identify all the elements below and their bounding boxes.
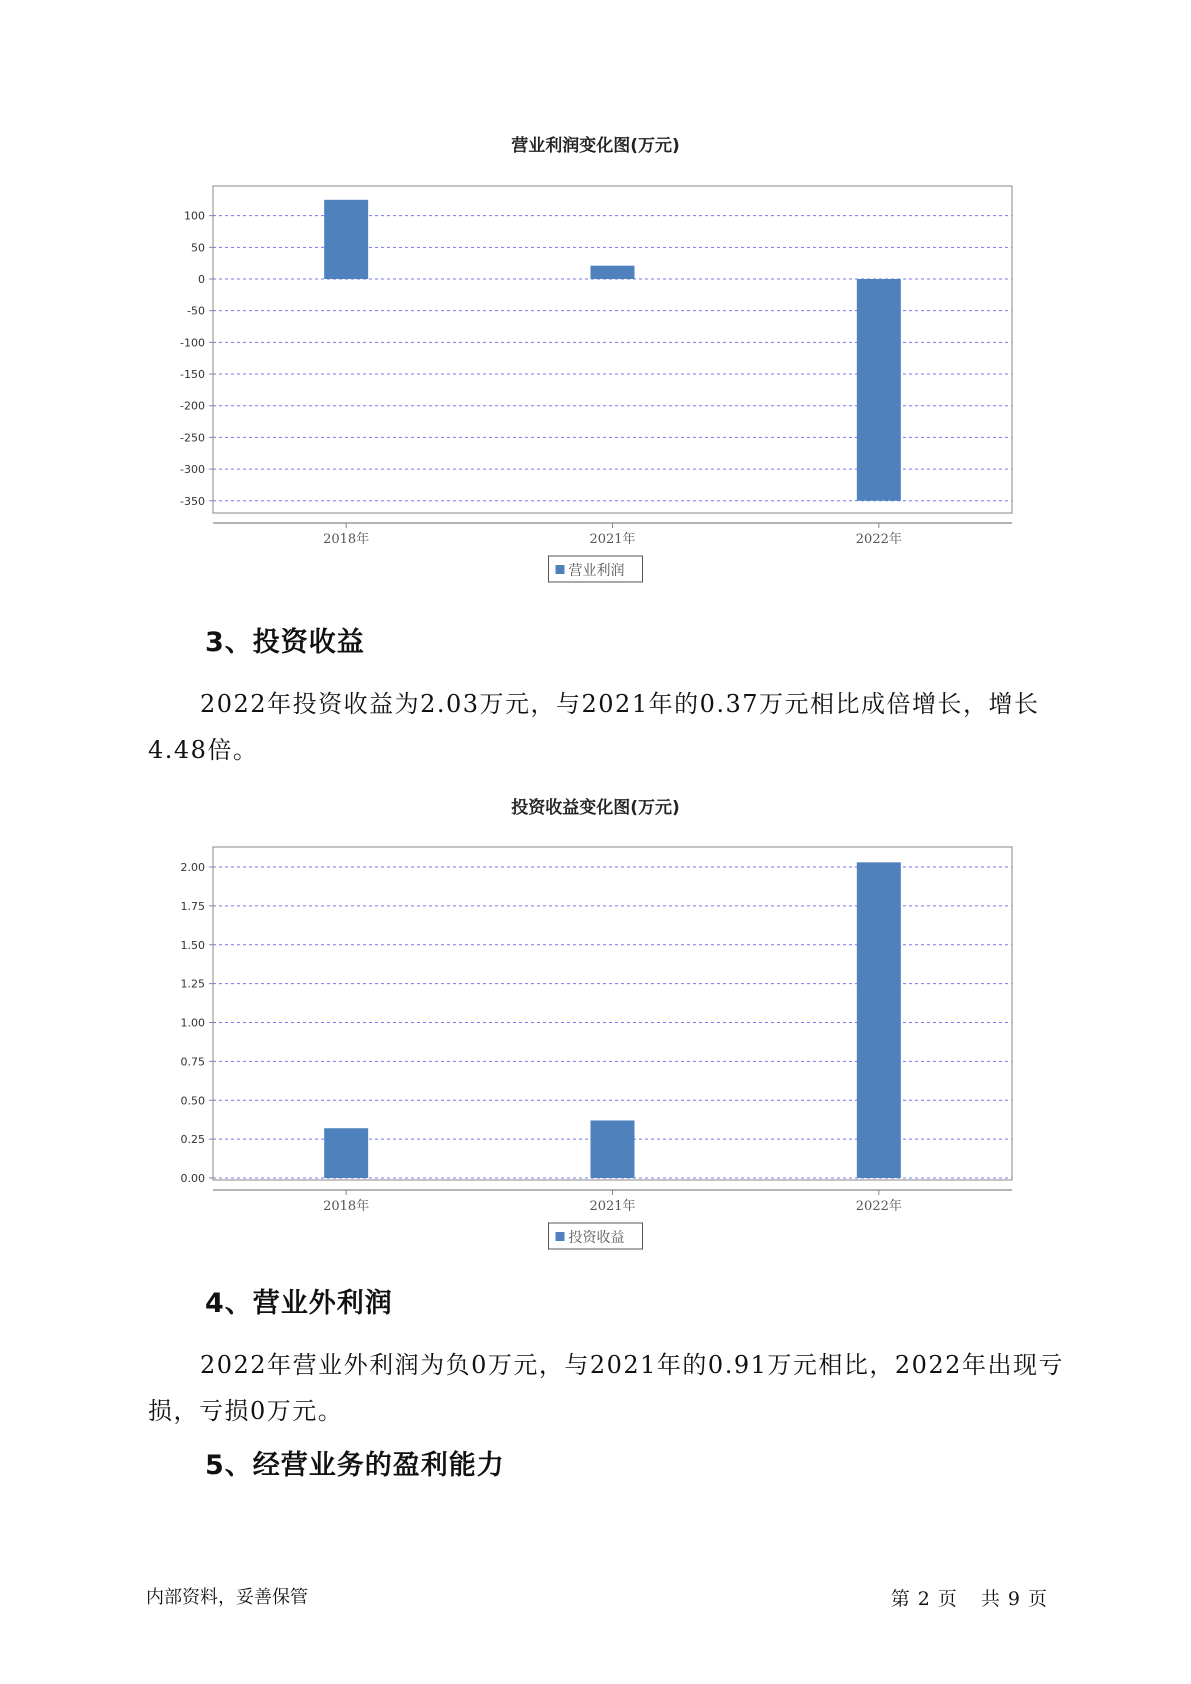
y-tick-label: 1.50 xyxy=(180,938,205,952)
y-tick-label: 0.25 xyxy=(180,1133,205,1147)
y-tick-label: -50 xyxy=(187,304,205,318)
total-prefix: 共 xyxy=(980,1588,1000,1610)
bar-2018年 xyxy=(324,1128,368,1178)
y-tick-label: 1.00 xyxy=(180,1016,205,1030)
y-tick-label: 1.75 xyxy=(180,899,205,913)
section-3-text: 2022年投资收益为2.03万元，与2021年的0.37万元相比成倍增长，增长4.48倍。 xyxy=(148,690,1040,764)
y-tick-label: -250 xyxy=(180,431,205,445)
y-tick-label: 0.50 xyxy=(180,1094,205,1108)
legend-swatch xyxy=(556,1232,565,1241)
y-tick-label: 0.00 xyxy=(180,1172,205,1185)
section-4-text: 2022年营业外利润为负0万元，与2021年的0.91万元相比，2022年出现亏损，亏损0万元。 xyxy=(148,1351,1064,1425)
page-num: 2 xyxy=(917,1588,930,1610)
x-tick-label: 2022年 xyxy=(855,1199,902,1214)
x-tick-label: 2021年 xyxy=(589,532,636,547)
section-3-heading: 3、投资收益 xyxy=(205,627,365,658)
x-tick-label: 2022年 xyxy=(855,532,902,547)
y-tick-label: 50 xyxy=(191,241,205,255)
footer-confidential-note: 内部资料，妥善保管 xyxy=(146,1587,308,1608)
y-tick-label: 0 xyxy=(198,273,205,286)
bar-2022年 xyxy=(857,862,901,1178)
y-tick-label: -300 xyxy=(180,463,205,477)
page-unit: 页 xyxy=(937,1588,957,1610)
page-prefix: 第 xyxy=(890,1588,910,1610)
total-num: 9 xyxy=(1007,1588,1020,1610)
x-tick-label: 2018年 xyxy=(323,532,370,547)
section-4-heading: 4、营业外利润 xyxy=(205,1288,393,1319)
footer-page-number xyxy=(887,1584,1051,1611)
y-tick-label: 2.00 xyxy=(180,861,205,874)
y-tick-label: -350 xyxy=(180,494,205,508)
y-tick-label: -200 xyxy=(180,399,205,413)
chart1-title: 营业利润变化图(万元) xyxy=(511,136,680,156)
x-tick-label: 2018年 xyxy=(323,1199,370,1214)
x-tick-label: 2021年 xyxy=(589,1199,636,1214)
legend-label: 投资收益 xyxy=(568,1230,625,1246)
y-tick-label: -150 xyxy=(180,368,205,382)
chart2-title: 投资收益变化图(万元) xyxy=(511,798,680,818)
legend-label: 营业利润 xyxy=(568,563,625,579)
bar-2021年 xyxy=(591,1120,635,1178)
y-tick-label: 100 xyxy=(184,209,205,223)
y-tick-label: 0.75 xyxy=(180,1055,205,1069)
section-5-heading: 5、经营业务的盈利能力 xyxy=(205,1450,505,1481)
y-tick-label: 1.25 xyxy=(180,977,205,991)
total-unit: 页 xyxy=(1027,1588,1047,1610)
y-tick-label: -100 xyxy=(180,336,205,350)
